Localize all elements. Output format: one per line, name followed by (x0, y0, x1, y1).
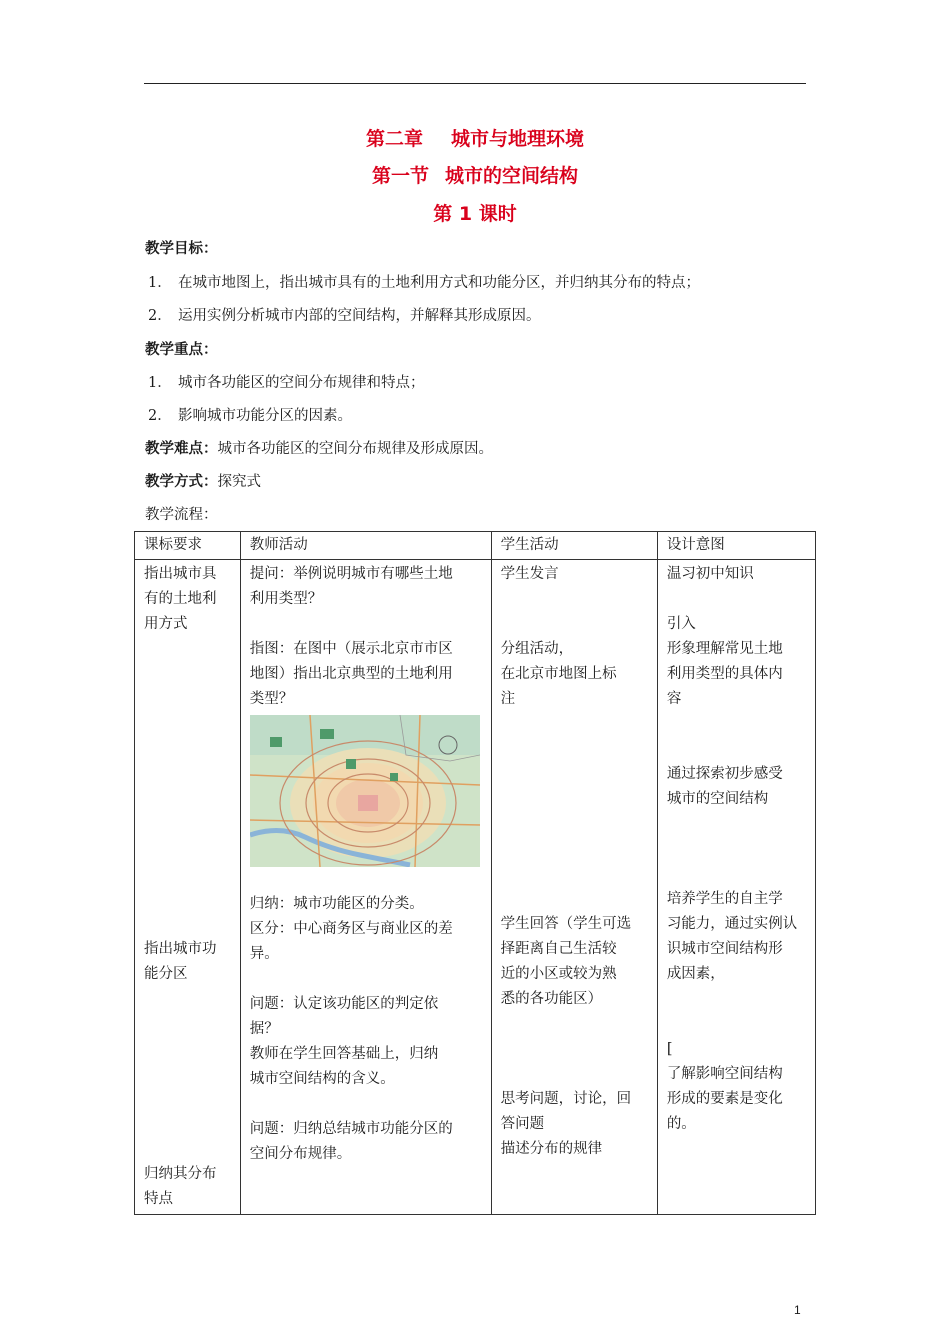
intent-cell: 温习初中知识 引入 形象理解常见土地 利用类型的具体内 容 通过探索初步感受 城市的空间结构 培养学生的自主学 习能力，通过实例认 识城市空间结构形 成因素， [ 了解影响空间结构 形成的要素是变化 的。 (657, 560, 815, 1215)
teaching-flow-table (134, 531, 816, 1215)
key-point-item: 1． 城市各功能区的空间分布规律和特点； (148, 375, 425, 391)
page-number: 1 (794, 1303, 801, 1317)
header-rule (144, 83, 806, 84)
standard-cell: 指出城市具 有的土地利 用方式 指出城市功 能分区 归纳其分布 特点 (135, 560, 241, 1215)
table-header-row (135, 532, 816, 560)
header-teacher: 教师活动 (240, 532, 491, 560)
goal-item: 2． 运用实例分析城市内部的空间结构，并解释其形成原因。 (148, 308, 541, 324)
difficulty: 教学难点：城市各功能区的空间分布规律及形成原因。 (145, 441, 493, 457)
student-cell: 学生发言 分组活动， 在北京市地图上标 注 学生回答（学生可选 择距离自己生活较 近的小区或较为熟 悉的各功能区） 思考问题，讨论，回 答问题 描述分布的规律 (491, 560, 657, 1215)
flow-label: 教学流程： (145, 507, 218, 523)
header-intent: 设计意图 (657, 532, 815, 560)
goals-heading: 教学目标： (145, 241, 218, 257)
key-point-item: 2． 影响城市功能分区的因素。 (148, 408, 352, 424)
goal-item: 1． 在城市地图上，指出城市具有的土地利用方式和功能分区，并归纳其分布的特点； (148, 275, 700, 291)
chapter-title: 第二章 城市与地理环境 (365, 128, 585, 150)
teacher-cell: 提问：举例说明城市有哪些土地 利用类型？ 指图：在图中（展示北京市市区 地图）指出北京典型的土地利用 类型？ 归纳：城市功能区的分类。 区分：中心商务区与商业区的差 异。 问题：认定该功能区的判定依 据？ 教师在学生回答基础上，归纳 城市空间结构的含义。 问题：归纳总结城市功能分区的 空间分布规律。 (240, 560, 491, 1215)
key-points-heading: 教学重点： (145, 342, 218, 358)
method: 教学方式：探究式 (145, 474, 261, 490)
beijing-city-map-image (250, 715, 480, 867)
section-title: 第一节 城市的空间结构 (371, 165, 579, 187)
lesson-title: 第 1 课时 (433, 203, 517, 225)
header-standard: 课标要求 (135, 532, 241, 560)
table-row (135, 560, 816, 1215)
header-student: 学生活动 (491, 532, 657, 560)
